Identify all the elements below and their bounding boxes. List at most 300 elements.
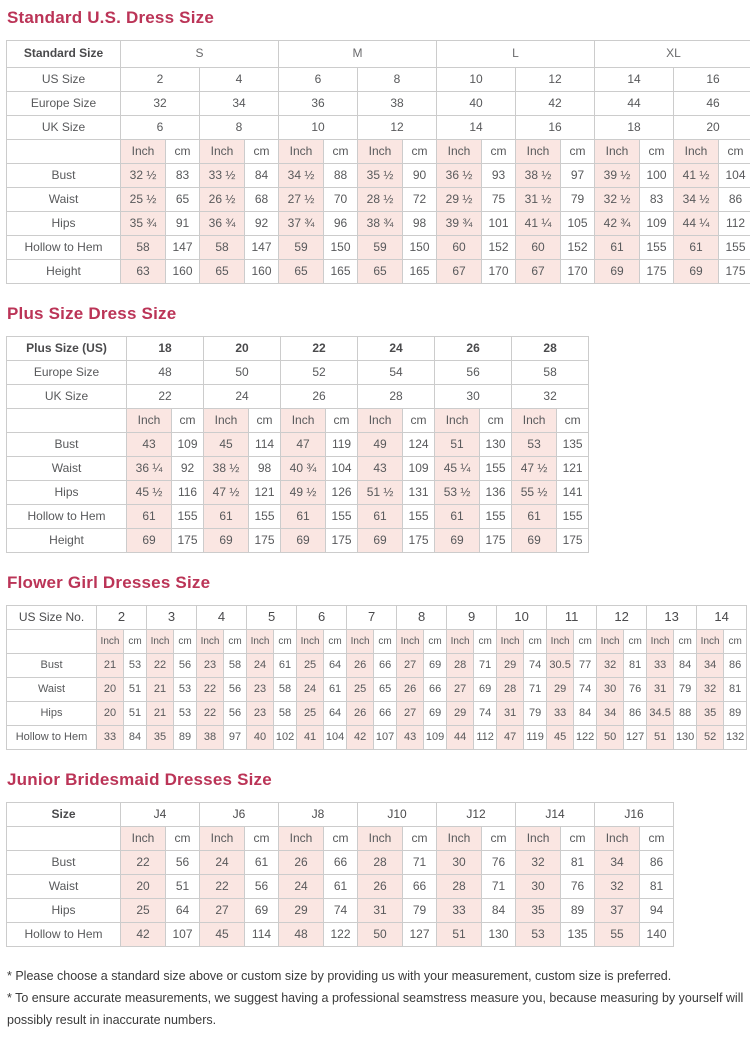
inch-value-cell: 31	[358, 899, 403, 923]
cm-value-cell: 147	[245, 236, 279, 260]
cm-value-cell: 160	[166, 260, 200, 284]
group-header-cell: M	[279, 41, 437, 68]
cm-value-cell: 107	[166, 923, 200, 947]
inch-value-cell: 63	[121, 260, 166, 284]
cm-value-cell: 86	[719, 188, 750, 212]
cm-value-cell: 135	[557, 433, 589, 457]
inch-value-cell: 51	[647, 726, 674, 750]
inch-value-cell: 35 ¾	[121, 212, 166, 236]
inch-value-cell: 28	[447, 654, 474, 678]
unit-inch-cell: Inch	[435, 409, 480, 433]
cm-value-cell: 90	[403, 164, 437, 188]
size-header-cell: J10	[358, 803, 437, 827]
inch-value-cell: 44	[447, 726, 474, 750]
unit-inch-cell: Inch	[279, 140, 324, 164]
inch-value-cell: 28 ½	[358, 188, 403, 212]
cm-value-cell: 66	[324, 851, 358, 875]
cm-value-cell: 53	[174, 678, 197, 702]
unit-inch-cell: Inch	[647, 630, 674, 654]
cm-value-cell: 109	[640, 212, 674, 236]
cm-value-cell: 104	[324, 726, 347, 750]
cm-value-cell: 122	[574, 726, 597, 750]
inch-value-cell: 32	[597, 654, 624, 678]
unit-cm-cell: cm	[172, 409, 204, 433]
inch-value-cell: 32	[516, 851, 561, 875]
size-value-cell: 4	[200, 68, 279, 92]
cm-value-cell: 81	[561, 851, 595, 875]
inch-value-cell: 25 ½	[121, 188, 166, 212]
measure-row	[7, 457, 589, 481]
inch-value-cell: 65	[279, 260, 324, 284]
inch-value-cell: 69	[674, 260, 719, 284]
size-value-cell: 32	[121, 92, 200, 116]
cm-value-cell: 126	[326, 481, 358, 505]
cm-value-cell: 135	[561, 923, 595, 947]
unit-cm-cell: cm	[224, 630, 247, 654]
cm-value-cell: 76	[482, 851, 516, 875]
cm-value-cell: 105	[561, 212, 595, 236]
measure-row	[7, 529, 589, 553]
unit-cm-cell: cm	[245, 827, 279, 851]
inch-value-cell: 38	[197, 726, 224, 750]
section-plus-size-dress-size	[4, 304, 746, 553]
cm-value-cell: 127	[403, 923, 437, 947]
size-value-cell: 2	[121, 68, 200, 92]
inch-value-cell: 26	[279, 851, 324, 875]
inch-value-cell: 50	[597, 726, 624, 750]
cm-value-cell: 170	[482, 260, 516, 284]
cm-value-cell: 109	[172, 433, 204, 457]
measure-row	[7, 923, 674, 947]
inch-value-cell: 31 ½	[516, 188, 561, 212]
inch-value-cell: 69	[358, 529, 403, 553]
row-label-cell: Hips	[7, 702, 97, 726]
unit-cm-cell: cm	[124, 630, 147, 654]
inch-value-cell: 38 ½	[516, 164, 561, 188]
inch-value-cell: 45 ½	[127, 481, 172, 505]
cm-value-cell: 109	[403, 457, 435, 481]
inch-value-cell: 45 ¼	[435, 457, 480, 481]
size-header-cell: J12	[437, 803, 516, 827]
inch-value-cell: 31	[497, 702, 524, 726]
unit-inch-cell: Inch	[397, 630, 424, 654]
inch-value-cell: 59	[358, 236, 403, 260]
inch-value-cell: 69	[595, 260, 640, 284]
size-row	[7, 385, 589, 409]
unit-cm-cell: cm	[482, 827, 516, 851]
cm-value-cell: 51	[124, 702, 147, 726]
inch-value-cell: 51 ½	[358, 481, 403, 505]
size-value-cell: 42	[516, 92, 595, 116]
unit-cm-cell: cm	[674, 630, 697, 654]
cm-value-cell: 175	[326, 529, 358, 553]
cm-value-cell: 114	[249, 433, 281, 457]
inch-value-cell: 38 ¾	[358, 212, 403, 236]
cm-value-cell: 175	[249, 529, 281, 553]
size-header-cell: 8	[397, 606, 447, 630]
cm-value-cell: 175	[719, 260, 750, 284]
cm-value-cell: 69	[245, 899, 279, 923]
inch-value-cell: 32 ½	[121, 164, 166, 188]
cm-value-cell: 74	[474, 702, 497, 726]
unit-cm-cell: cm	[324, 827, 358, 851]
cm-value-cell: 79	[403, 899, 437, 923]
size-header-cell: 3	[147, 606, 197, 630]
unit-inch-cell: Inch	[121, 827, 166, 851]
cm-value-cell: 75	[482, 188, 516, 212]
size-row	[7, 68, 750, 92]
unit-inch-cell: Inch	[281, 409, 326, 433]
unit-cm-cell: cm	[719, 140, 750, 164]
inch-value-cell: 59	[279, 236, 324, 260]
inch-value-cell: 40 ¾	[281, 457, 326, 481]
cm-value-cell: 175	[172, 529, 204, 553]
standard-size-table	[6, 40, 750, 284]
unit-cm-cell: cm	[245, 140, 279, 164]
inch-value-cell: 45	[204, 433, 249, 457]
cm-value-cell: 119	[326, 433, 358, 457]
cm-value-cell: 76	[561, 875, 595, 899]
size-header-cell: 4	[197, 606, 247, 630]
size-value-cell: 16	[516, 116, 595, 140]
inch-value-cell: 21	[97, 654, 124, 678]
empty-label-cell	[7, 630, 97, 654]
unit-cm-cell: cm	[557, 409, 589, 433]
inch-value-cell: 36 ¾	[200, 212, 245, 236]
unit-inch-cell: Inch	[127, 409, 172, 433]
inch-value-cell: 53 ½	[435, 481, 480, 505]
cm-value-cell: 175	[640, 260, 674, 284]
cm-value-cell: 136	[480, 481, 512, 505]
inch-value-cell: 53	[516, 923, 561, 947]
size-value-cell: 34	[200, 92, 279, 116]
inch-value-cell: 58	[121, 236, 166, 260]
size-header-cell: 5	[247, 606, 297, 630]
inch-value-cell: 21	[147, 702, 174, 726]
inch-value-cell: 24	[279, 875, 324, 899]
inch-value-cell: 29	[547, 678, 574, 702]
unit-inch-cell: Inch	[247, 630, 274, 654]
inch-value-cell: 26	[347, 702, 374, 726]
unit-inch-cell: Inch	[437, 827, 482, 851]
inch-value-cell: 42	[121, 923, 166, 947]
inch-value-cell: 45	[547, 726, 574, 750]
cm-value-cell: 155	[326, 505, 358, 529]
size-value-cell: 52	[281, 361, 358, 385]
unit-row	[7, 409, 589, 433]
unit-cm-cell: cm	[574, 630, 597, 654]
footnote-custom-size: * Please choose a standard size above or custom size by providing us with your measurement, custom size is preferred.	[7, 965, 750, 987]
cm-value-cell: 175	[480, 529, 512, 553]
inch-value-cell: 38 ½	[204, 457, 249, 481]
inch-value-cell: 36 ¼	[127, 457, 172, 481]
cm-value-cell: 51	[166, 875, 200, 899]
cm-value-cell: 150	[324, 236, 358, 260]
cm-value-cell: 84	[674, 654, 697, 678]
inch-value-cell: 36 ½	[437, 164, 482, 188]
unit-row	[7, 140, 750, 164]
inch-value-cell: 30	[516, 875, 561, 899]
measure-row	[7, 899, 674, 923]
cm-value-cell: 155	[249, 505, 281, 529]
row-label-cell: Europe Size	[7, 361, 127, 385]
unit-cm-cell: cm	[326, 409, 358, 433]
inch-value-cell: 50	[358, 923, 403, 947]
cm-value-cell: 155	[172, 505, 204, 529]
size-value-cell: 14	[595, 68, 674, 92]
unit-cm-cell: cm	[640, 827, 674, 851]
inch-value-cell: 69	[281, 529, 326, 553]
unit-inch-cell: Inch	[547, 630, 574, 654]
size-header-cell: 7	[347, 606, 397, 630]
size-value-cell: 40	[437, 92, 516, 116]
cm-value-cell: 77	[574, 654, 597, 678]
cm-value-cell: 79	[561, 188, 595, 212]
measure-row	[7, 164, 750, 188]
cm-value-cell: 155	[719, 236, 750, 260]
inch-value-cell: 61	[512, 505, 557, 529]
size-value-cell: 16	[674, 68, 750, 92]
cm-value-cell: 56	[224, 702, 247, 726]
inch-value-cell: 34.5	[647, 702, 674, 726]
size-header-cell: 14	[697, 606, 747, 630]
row-label-cell: UK Size	[7, 116, 121, 140]
inch-value-cell: 49	[358, 433, 403, 457]
row-label-cell: Height	[7, 529, 127, 553]
inch-value-cell: 32	[595, 875, 640, 899]
inch-value-cell: 34 ½	[279, 164, 324, 188]
inch-value-cell: 61	[127, 505, 172, 529]
inch-value-cell: 51	[437, 923, 482, 947]
inch-value-cell: 27 ½	[279, 188, 324, 212]
cm-value-cell: 122	[324, 923, 358, 947]
cm-value-cell: 97	[561, 164, 595, 188]
cm-value-cell: 86	[624, 702, 647, 726]
size-value-cell: 12	[516, 68, 595, 92]
inch-value-cell: 21	[147, 678, 174, 702]
unit-cm-cell: cm	[480, 409, 512, 433]
cm-value-cell: 64	[166, 899, 200, 923]
row-label-cell: UK Size	[7, 385, 127, 409]
inch-value-cell: 29 ½	[437, 188, 482, 212]
row-label-cell: Hips	[7, 481, 127, 505]
unit-inch-cell: Inch	[358, 409, 403, 433]
unit-inch-cell: Inch	[447, 630, 474, 654]
measure-row	[7, 726, 747, 750]
cm-value-cell: 121	[249, 481, 281, 505]
inch-value-cell: 43	[127, 433, 172, 457]
inch-value-cell: 48	[279, 923, 324, 947]
size-header-cell: 2	[97, 606, 147, 630]
cm-value-cell: 91	[166, 212, 200, 236]
inch-value-cell: 35	[697, 702, 724, 726]
row-label-cell: Bust	[7, 851, 121, 875]
cm-value-cell: 79	[674, 678, 697, 702]
cm-value-cell: 131	[403, 481, 435, 505]
inch-value-cell: 32	[697, 678, 724, 702]
cm-value-cell: 102	[274, 726, 297, 750]
size-value-cell: 14	[437, 116, 516, 140]
cm-value-cell: 71	[524, 678, 547, 702]
inch-value-cell: 28	[358, 851, 403, 875]
unit-cm-cell: cm	[561, 827, 595, 851]
unit-cm-cell: cm	[403, 140, 437, 164]
cm-value-cell: 155	[557, 505, 589, 529]
cm-value-cell: 56	[166, 851, 200, 875]
junior-bridesmaid-size-table	[6, 802, 674, 947]
unit-cm-cell: cm	[166, 827, 200, 851]
cm-value-cell: 86	[724, 654, 747, 678]
measure-row	[7, 505, 589, 529]
cm-value-cell: 155	[640, 236, 674, 260]
corner-label: Plus Size (US)	[7, 337, 127, 361]
size-value-cell: 58	[512, 361, 589, 385]
size-header-cell: 10	[497, 606, 547, 630]
inch-value-cell: 23	[197, 654, 224, 678]
inch-value-cell: 35	[516, 899, 561, 923]
cm-value-cell: 152	[561, 236, 595, 260]
cm-value-cell: 58	[274, 702, 297, 726]
section-standard-us-dress-size	[4, 8, 746, 284]
cm-value-cell: 65	[374, 678, 397, 702]
cm-value-cell: 84	[482, 899, 516, 923]
inch-value-cell: 41	[297, 726, 324, 750]
measure-row	[7, 236, 750, 260]
inch-value-cell: 28	[497, 678, 524, 702]
measure-row	[7, 188, 750, 212]
cm-value-cell: 92	[245, 212, 279, 236]
inch-value-cell: 39 ½	[595, 164, 640, 188]
inch-value-cell: 25	[121, 899, 166, 923]
unit-inch-cell: Inch	[595, 827, 640, 851]
cm-value-cell: 66	[374, 654, 397, 678]
inch-value-cell: 58	[200, 236, 245, 260]
size-header-cell: 18	[127, 337, 204, 361]
size-header-cell: 24	[358, 337, 435, 361]
cm-value-cell: 141	[557, 481, 589, 505]
row-label-cell: Hips	[7, 212, 121, 236]
unit-inch-cell: Inch	[347, 630, 374, 654]
size-value-cell: 36	[279, 92, 358, 116]
row-label-cell: Waist	[7, 678, 97, 702]
inch-value-cell: 23	[247, 702, 274, 726]
inch-value-cell: 29	[447, 702, 474, 726]
inch-value-cell: 37 ¾	[279, 212, 324, 236]
inch-value-cell: 53	[512, 433, 557, 457]
unit-cm-cell: cm	[524, 630, 547, 654]
cm-value-cell: 97	[224, 726, 247, 750]
cm-value-cell: 66	[424, 678, 447, 702]
inch-value-cell: 47 ½	[204, 481, 249, 505]
size-value-cell: 56	[435, 361, 512, 385]
inch-value-cell: 47	[497, 726, 524, 750]
inch-value-cell: 20	[97, 678, 124, 702]
unit-cm-cell: cm	[174, 630, 197, 654]
size-value-cell: 10	[437, 68, 516, 92]
inch-value-cell: 33	[97, 726, 124, 750]
size-header-cell: 6	[297, 606, 347, 630]
section-title-flower-girl: Flower Girl Dresses Size	[7, 573, 746, 593]
size-header-cell: 26	[435, 337, 512, 361]
unit-cm-cell: cm	[724, 630, 747, 654]
size-value-cell: 24	[204, 385, 281, 409]
cm-value-cell: 56	[245, 875, 279, 899]
cm-value-cell: 61	[324, 875, 358, 899]
unit-inch-cell: Inch	[121, 140, 166, 164]
cm-value-cell: 79	[524, 702, 547, 726]
unit-inch-cell: Inch	[197, 630, 224, 654]
cm-value-cell: 81	[724, 678, 747, 702]
size-value-cell: 26	[281, 385, 358, 409]
measure-row	[7, 260, 750, 284]
cm-value-cell: 58	[224, 654, 247, 678]
cm-value-cell: 121	[557, 457, 589, 481]
inch-value-cell: 69	[204, 529, 249, 553]
cm-value-cell: 81	[624, 654, 647, 678]
cm-value-cell: 71	[482, 875, 516, 899]
cm-value-cell: 56	[224, 678, 247, 702]
plus-size-table	[6, 336, 589, 553]
inch-value-cell: 24	[200, 851, 245, 875]
size-value-cell: 28	[358, 385, 435, 409]
inch-value-cell: 28	[437, 875, 482, 899]
cm-value-cell: 66	[374, 702, 397, 726]
inch-value-cell: 41 ¼	[516, 212, 561, 236]
cm-value-cell: 92	[172, 457, 204, 481]
inch-value-cell: 33	[547, 702, 574, 726]
cm-value-cell: 175	[557, 529, 589, 553]
inch-value-cell: 32 ½	[595, 188, 640, 212]
cm-value-cell: 155	[403, 505, 435, 529]
size-row	[7, 92, 750, 116]
size-header-cell: 12	[597, 606, 647, 630]
row-label-cell: Hollow to Hem	[7, 505, 127, 529]
inch-value-cell: 27	[447, 678, 474, 702]
unit-cm-cell: cm	[482, 140, 516, 164]
size-value-cell: 8	[358, 68, 437, 92]
size-header-cell: 11	[547, 606, 597, 630]
size-header-cell: 20	[204, 337, 281, 361]
inch-value-cell: 41 ½	[674, 164, 719, 188]
cm-value-cell: 100	[640, 164, 674, 188]
unit-inch-cell: Inch	[697, 630, 724, 654]
inch-value-cell: 43	[397, 726, 424, 750]
cm-value-cell: 53	[174, 702, 197, 726]
measure-row	[7, 433, 589, 457]
cm-value-cell: 112	[474, 726, 497, 750]
unit-cm-cell: cm	[249, 409, 281, 433]
inch-value-cell: 31	[647, 678, 674, 702]
cm-value-cell: 155	[480, 457, 512, 481]
unit-inch-cell: Inch	[297, 630, 324, 654]
inch-value-cell: 35	[147, 726, 174, 750]
cm-value-cell: 101	[482, 212, 516, 236]
inch-value-cell: 61	[204, 505, 249, 529]
section-title-junior: Junior Bridesmaid Dresses Size	[7, 770, 746, 790]
size-header-row	[7, 337, 589, 361]
measure-row	[7, 875, 674, 899]
cm-value-cell: 71	[403, 851, 437, 875]
corner-label: Size	[7, 803, 121, 827]
cm-value-cell: 150	[403, 236, 437, 260]
cm-value-cell: 119	[524, 726, 547, 750]
inch-value-cell: 69	[127, 529, 172, 553]
unit-inch-cell: Inch	[516, 140, 561, 164]
inch-value-cell: 22	[121, 851, 166, 875]
cm-value-cell: 74	[524, 654, 547, 678]
cm-value-cell: 69	[424, 654, 447, 678]
cm-value-cell: 74	[324, 899, 358, 923]
